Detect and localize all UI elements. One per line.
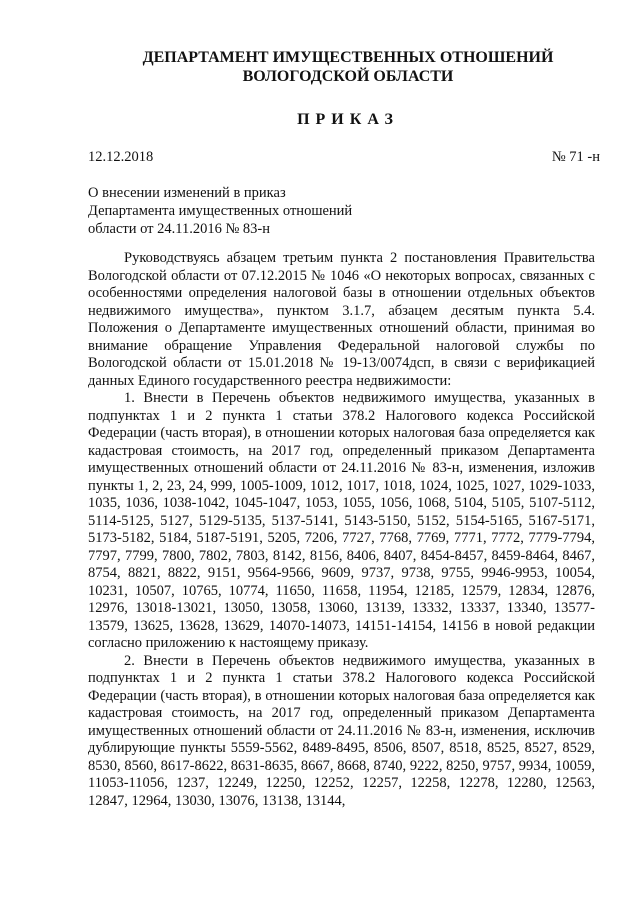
order-date: 12.12.2018: [88, 149, 154, 165]
order-number: № 71 -н: [551, 149, 600, 165]
subject-line-1: О внесении изменений в приказ: [88, 185, 286, 201]
document-title: ПРИКАЗ: [297, 111, 399, 128]
subject-line-2: Департамента имущественных отношений: [88, 203, 353, 219]
subject-line-3: области от 24.11.2016 № 83-н: [88, 221, 271, 237]
header-line-2: ВОЛОГОДСКОЙ ОБЛАСТИ: [242, 68, 454, 85]
intro-paragraph: Руководствуясь абзацем третьим пункта 2 постановления Правительства Вологодской области от 07.12.2015 № 1046 «О некоторых вопросах, связанных с особенностями определения налоговой базы в отношении отдельных объектов недвижимого имущества», пунктом 3.1.7, абзацем десятым пункта 5.4. Положения о Департаменте имущественных отношений области, принимая во внимание обращение Управления Федеральной налоговой службы по Вологодской области от 15.01.2018 № 19-13/0074дсп, в связи с верификацией данных Единого государственного реестра недвижимости:: [88, 250, 595, 389]
order-subject: [88, 184, 352, 238]
department-header: [88, 48, 608, 86]
header-line-1: ДЕПАРТАМЕНТ ИМУЩЕСТВЕННЫХ ОТНОШЕНИЙ: [142, 49, 554, 66]
item-2-paragraph: 2. Внести в Перечень объектов недвижимого имущества, указанных в подпунктах 1 и 2 пункта 1 статьи 378.2 Налогового кодекса Российской Федерации (часть вторая), в отношении которых налоговая база определяется как кадастровая стоимость, на 2017 год, определенный приказом Департамента имущественных отношений области от 24.11.2016 № 83-н, изменения, исключив дублирующие пункты 5559-5562, 8489-8495, 8506, 8507, 8518, 8525, 8527, 8529, 8530, 8560, 8617-8622, 8631-8635, 8667, 8668, 8740, 9222, 8250, 9757, 9934, 10059, 11053-11056, 1237, 12249, 12250, 12252, 12257, 12258, 12278, 12280, 12563, 12847, 12964, 13030, 13076, 13138, 13144,: [88, 652, 595, 809]
item-1-paragraph: 1. Внести в Перечень объектов недвижимого имущества, указанных в подпунктах 1 и 2 пункта 1 статьи 378.2 Налогового кодекса Российской Федерации (часть вторая), в отношении которых налоговая база определяется как кадастровая стоимость, на 2017 год, определенный приказом Департамента имущественных отношений области от 24.11.2016 № 83-н, изменения, изложив пункты 1, 2, 23, 24, 999, 1005-1009, 1012, 1017, 1018, 1024, 1025, 1027, 1029-1033, 1035, 1036, 1038-1042, 1045-1047, 1053, 1055, 1056, 1068, 5104, 5105, 5107-5112, 5114-5125, 5127, 5129-5135, 5137-5141, 5143-5150, 5152, 5154-5165, 5167-5171, 5173-5182, 5184, 5187-5191, 5205, 7206, 7727, 7768, 7769, 7771, 7772, 7779-7794, 7797, 7799, 7800, 7802, 7803, 8142, 8156, 8406, 8407, 8454-8457, 8459-8464, 8467, 8754, 8821, 8822, 9151, 9564-9566, 9609, 9737, 9738, 9755, 9946-9953, 10054, 10231, 10507, 10765, 10774, 11650, 11658, 11954, 12185, 12579, 12834, 12876, 12976, 13018-13021, 13050, 13058, 13060, 13139, 13332, 13337, 13340, 13577-13579, 13625, 13628, 13629, 14070-14073, 14151-14154, 14156 в новой редакции согласно приложению к настоящему приказу.: [88, 390, 595, 651]
order-body: [88, 250, 595, 810]
